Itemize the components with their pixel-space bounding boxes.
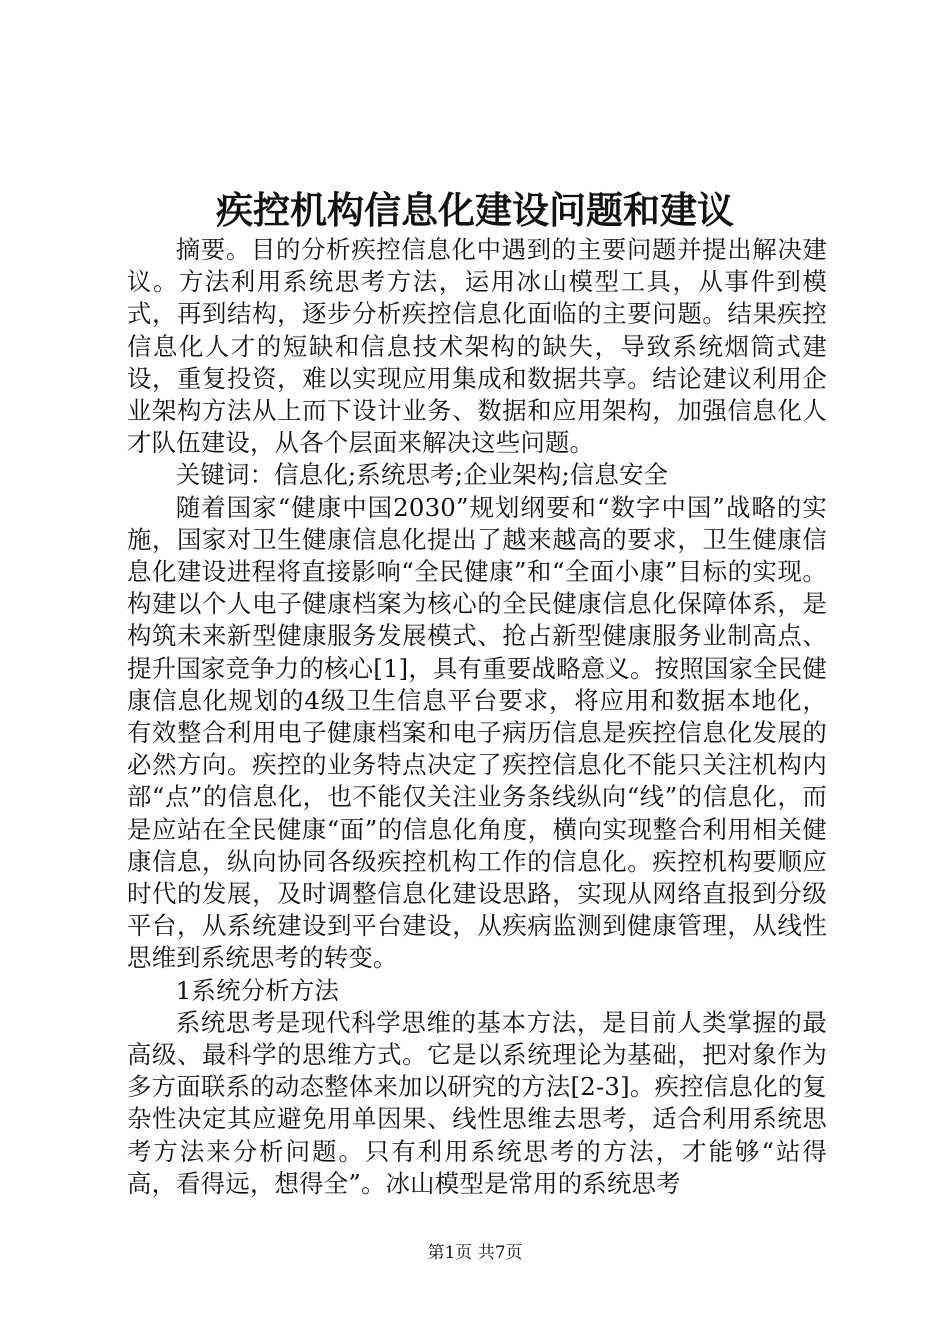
- abstract-paragraph: 摘要。目的分析疾控信息化中遇到的主要问题并提出解决建议。方法利用系统思考方法，运用冰山模型工具，从事件到模式，再到结构，逐步分析疾控信息化面临的主要问题。结果疾控信息化人才的短缺和信息技术架构的缺失，导致系统烟筒式建设，重复投资，难以实现应用集成和数据共享。结论建议利用企业架构方法从上而下设计业务、数据和应用架构，加强信息化人才队伍建设，从各个层面来解决这些问题。: [127, 235, 827, 458]
- keywords-line: 关键词：信息化;系统思考;企业架构;信息安全: [175, 460, 669, 490]
- page-footer: 第1页 共7页: [427, 1243, 523, 1263]
- intro-paragraph: 随着国家“健康中国2030”规划纲要和“数字中国”战略的实施，国家对卫生健康信息化提出了越来越高的要求，卫生健康信息化建设进程将直接影响“全民健康”和“全面小康”目标的实现。构建以个人电子健康档案为核心的全民健康信息化保障体系，是构筑未来新型健康服务发展模式、抢占新型健康服务业制高点、提升国家竞争力的核心[1]，具有重要战略意义。按照国家全民健康信息化规划的4级卫生信息平台要求，将应用和数据本地化，有效整合利用电子健康档案和电子病历信息是疾控信息化发展的必然方向。疾控的业务特点决定了疾控信息化不能只关注机构内部“点”的信息化，也不能仅关注业务条线纵向“线”的信息化，而是应站在全民健康“面”的信息化角度，横向实现整合利用相关健康信息，纵向协同各级疾控机构工作的信息化。疾控机构要顺应时代的发展，及时调整信息化建设思路，实现从网络直报到分级平台，从系统建设到平台建设，从疾病监测到健康管理，从线性思维到系统思考的转变。: [127, 492, 827, 973]
- document-title: 疾控机构信息化建设问题和建议: [216, 188, 734, 232]
- document-body: [127, 234, 827, 1200]
- section-paragraph: 系统思考是现代科学思维的基本方法，是目前人类掌握的最高级、最科学的思维方式。它是以系统理论为基础，把对象作为多方面联系的动态整体来加以研究的方法[2-3]。疾控信息化的复杂性决定其应避免用单因果、线性思维去思考，适合利用系统思考方法来分析问题。只有利用系统思考的方法，才能够“站得高，看得远，想得全”。冰山模型是常用的系统思考: [127, 1007, 827, 1198]
- section-heading: 1系统分析方法: [175, 975, 340, 1005]
